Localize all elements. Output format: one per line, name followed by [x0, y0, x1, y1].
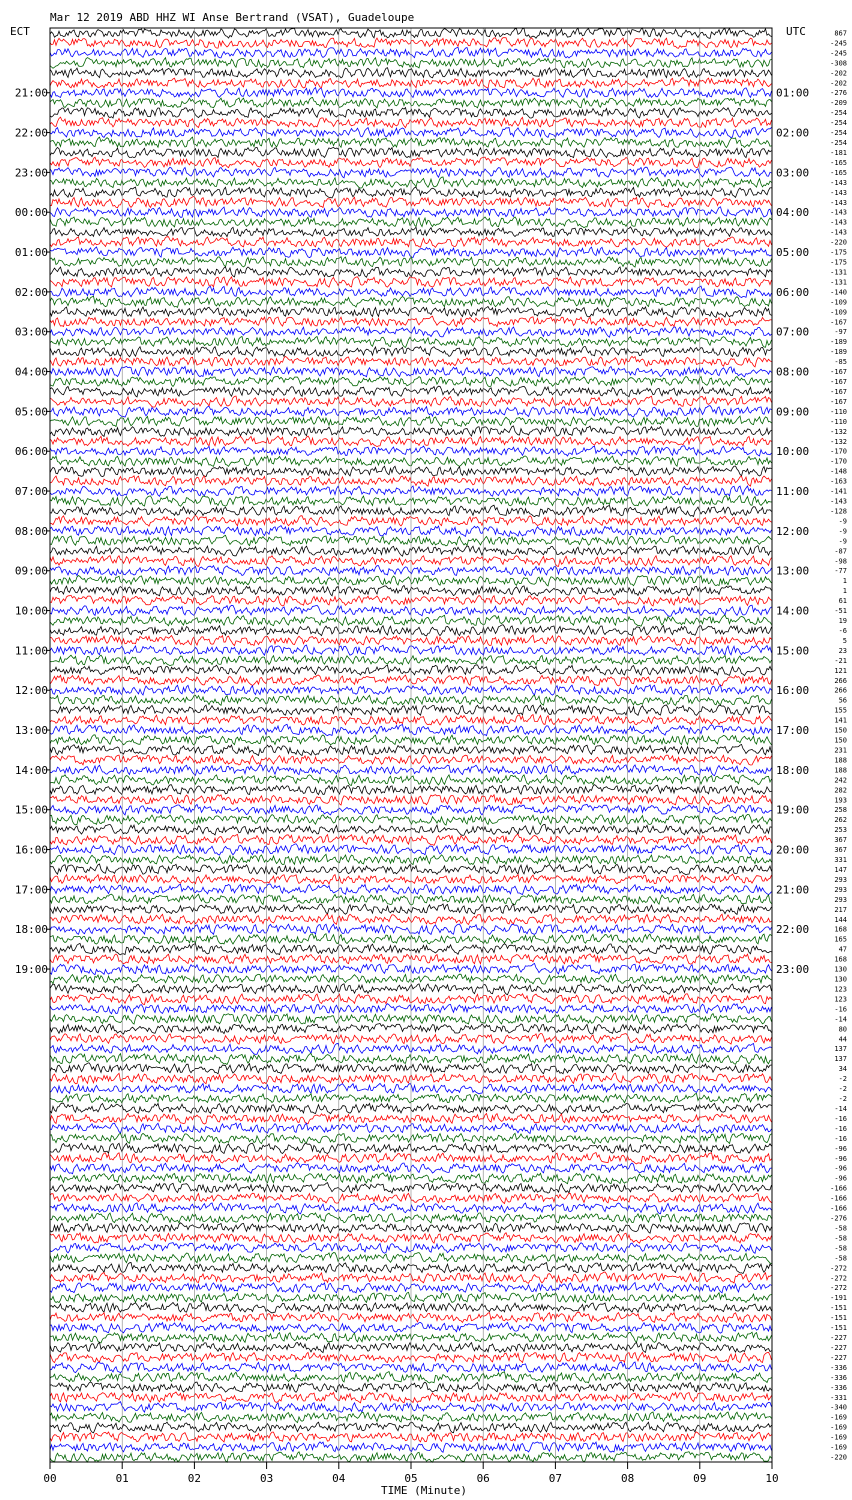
trace-offset-label: 150 [834, 736, 847, 745]
trace-offset-label: -276 [830, 1214, 847, 1223]
right-hour-label: 19:00 [776, 803, 810, 817]
trace-offset-label: -331 [830, 1393, 847, 1402]
right-hour-label: 12:00 [776, 524, 810, 538]
right-hour-label: 18:00 [776, 763, 810, 777]
trace-offset-label: 123 [834, 985, 847, 994]
trace-offset-label: -227 [830, 1343, 847, 1352]
trace-offset-label: -170 [830, 447, 847, 456]
right-hour-label: 20:00 [776, 843, 810, 857]
trace-offset-label: -276 [830, 89, 847, 98]
trace-offset-label: -336 [830, 1363, 847, 1372]
trace-offset-label: 217 [834, 905, 847, 914]
trace-offset-label: 193 [834, 796, 847, 805]
trace-offset-label: 367 [834, 836, 847, 845]
left-hour-label: 15:00 [14, 803, 48, 817]
trace-offset-label: 266 [834, 686, 847, 695]
trace-offset-label: 19 [838, 617, 847, 626]
left-hour-label: 19:00 [14, 963, 48, 977]
trace-offset-label: -227 [830, 1334, 847, 1343]
x-tick-label: 06 [476, 1472, 490, 1485]
x-tick-label: 01 [115, 1472, 129, 1485]
right-hour-label: 22:00 [776, 923, 810, 937]
trace-offset-label: -336 [830, 1383, 847, 1392]
right-hour-label: 04:00 [776, 206, 810, 220]
x-tick-label: 00 [43, 1472, 57, 1485]
trace-offset-label: 44 [838, 1035, 847, 1044]
left-hour-label: 06:00 [14, 445, 48, 459]
x-tick-label: 08 [620, 1472, 635, 1485]
trace-offset-label: 130 [834, 965, 847, 974]
trace-offset-label: -16 [834, 1114, 847, 1123]
chart-title: Mar 12 2019 ABD HHZ WI Anse Bertrand (VSAT), Guadeloupe [50, 11, 415, 24]
left-hour-label: 18:00 [14, 923, 48, 937]
trace-offset-label: 867 [834, 29, 847, 38]
trace-offset-label: 121 [834, 666, 847, 675]
trace-offset-label: -189 [830, 338, 847, 347]
x-tick-label: 10 [765, 1472, 779, 1485]
left-hour-label: 02:00 [14, 285, 48, 299]
trace-offset-label: -169 [830, 1413, 847, 1422]
trace-offset-label: -272 [830, 1274, 847, 1283]
left-hour-label: 01:00 [14, 246, 48, 260]
trace-offset-label: 1 [842, 587, 847, 596]
trace-offset-label: -143 [830, 208, 847, 217]
left-hour-label: 04:00 [14, 365, 48, 379]
trace-offset-label: -254 [830, 129, 847, 138]
trace-offset-label: -58 [834, 1244, 847, 1253]
right-hour-label: 05:00 [776, 246, 810, 260]
trace-offset-label: 5 [842, 636, 847, 645]
left-hour-label: 13:00 [14, 724, 48, 738]
trace-offset-label: -51 [834, 607, 847, 616]
trace-offset-label: -143 [830, 228, 847, 237]
left-hour-label: 16:00 [14, 843, 48, 857]
trace-offset-label: -181 [830, 148, 847, 157]
trace-offset-label: 262 [834, 816, 847, 825]
right-hour-label: 13:00 [776, 564, 810, 578]
trace-offset-label: -245 [830, 39, 847, 48]
trace-offset-label: 144 [834, 915, 847, 924]
trace-offset-label: -110 [830, 417, 847, 426]
trace-offset-label: -2 [838, 1095, 847, 1104]
x-tick-label: 07 [548, 1472, 563, 1485]
trace-offset-label: 253 [834, 826, 847, 835]
trace-offset-label: -151 [830, 1304, 847, 1313]
trace-offset-label: -167 [830, 368, 847, 377]
trace-offset-label: 56 [838, 696, 847, 705]
trace-offset-label: -2 [838, 1075, 847, 1084]
trace-offset-label: -9 [838, 537, 847, 546]
right-hour-label: 03:00 [776, 166, 810, 180]
trace-offset-label: -175 [830, 248, 847, 257]
trace-offset-label: -167 [830, 387, 847, 396]
left-hour-label: 05:00 [14, 405, 48, 419]
trace-offset-label: 188 [834, 756, 847, 765]
trace-offset-label: -170 [830, 457, 847, 466]
trace-offset-label: 137 [834, 1045, 847, 1054]
right-hour-label: 23:00 [776, 963, 810, 977]
trace-offset-label: 23 [838, 646, 847, 655]
left-hour-label: 22:00 [14, 126, 48, 140]
trace-offset-label: -132 [830, 427, 847, 436]
trace-offset-label: -167 [830, 397, 847, 406]
trace-offset-label: -165 [830, 158, 847, 167]
trace-offset-label: -189 [830, 348, 847, 357]
trace-offset-label: -151 [830, 1324, 847, 1333]
left-hour-label: 00:00 [14, 206, 48, 220]
right-timezone-label: UTC [786, 25, 806, 38]
trace-offset-label: 266 [834, 676, 847, 685]
right-hour-label: 10:00 [776, 445, 810, 459]
right-hour-label: 09:00 [776, 405, 810, 419]
left-hour-label: 08:00 [14, 524, 48, 538]
trace-offset-label: -6 [838, 626, 847, 635]
trace-offset-label: -220 [830, 238, 847, 247]
trace-offset-label: -220 [830, 1453, 847, 1462]
trace-offset-label: -272 [830, 1284, 847, 1293]
trace-offset-label: -97 [834, 328, 847, 337]
trace-offset-label: -58 [834, 1254, 847, 1263]
trace-offset-label: -167 [830, 378, 847, 387]
right-hour-label: 07:00 [776, 325, 810, 339]
trace-offset-label: -169 [830, 1443, 847, 1452]
trace-offset-label: -110 [830, 407, 847, 416]
trace-offset-label: -58 [834, 1224, 847, 1233]
trace-offset-label: -227 [830, 1353, 847, 1362]
x-tick-label: 03 [259, 1472, 274, 1485]
right-hour-label: 16:00 [776, 684, 810, 698]
trace-offset-label: -131 [830, 278, 847, 287]
trace-offset-label: 293 [834, 885, 847, 894]
trace-offset-label: -96 [834, 1144, 847, 1153]
trace-offset-label: 137 [834, 1055, 847, 1064]
trace-offset-label: 130 [834, 975, 847, 984]
trace-offset-label: 141 [834, 716, 847, 725]
trace-offset-label: -14 [834, 1104, 847, 1113]
trace-offset-label: 168 [834, 925, 847, 934]
left-hour-label: 09:00 [14, 564, 48, 578]
trace-offset-label: -308 [830, 59, 847, 68]
trace-offset-label: -169 [830, 1423, 847, 1432]
trace-offset-label: 150 [834, 726, 847, 735]
trace-offset-label: -128 [830, 507, 847, 516]
x-tick-label: 02 [187, 1472, 202, 1485]
trace-offset-label: -175 [830, 258, 847, 267]
trace-offset-label: -109 [830, 298, 847, 307]
left-hour-label: 10:00 [14, 604, 48, 618]
trace-offset-label: 282 [834, 786, 847, 795]
trace-offset-label: -254 [830, 109, 847, 118]
trace-offset-label: -169 [830, 1433, 847, 1442]
trace-offset-label: -245 [830, 49, 847, 58]
trace-offset-label: 188 [834, 766, 847, 775]
trace-offset-label: 231 [834, 746, 847, 755]
right-hour-label: 08:00 [776, 365, 810, 379]
trace-offset-label: -340 [830, 1403, 847, 1412]
right-hour-label: 06:00 [776, 285, 810, 299]
trace-offset-label: -166 [830, 1204, 847, 1213]
trace-offset-label: -165 [830, 168, 847, 177]
trace-offset-label: -202 [830, 79, 847, 88]
trace-offset-label: -163 [830, 477, 847, 486]
trace-offset-label: -336 [830, 1373, 847, 1382]
trace-offset-label: -131 [830, 268, 847, 277]
trace-offset-label: 293 [834, 875, 847, 884]
trace-offset-label: -140 [830, 288, 847, 297]
trace-offset-label: 1 [842, 577, 847, 586]
trace-offset-label: -85 [834, 358, 847, 367]
left-hour-label: 12:00 [14, 684, 48, 698]
trace-offset-label: 168 [834, 955, 847, 964]
left-hour-label: 17:00 [14, 883, 48, 897]
trace-offset-label: 47 [838, 945, 847, 954]
trace-offset-label: -58 [834, 1234, 847, 1243]
trace-offset-label: -87 [834, 547, 847, 556]
trace-offset-label: -16 [834, 1005, 847, 1014]
trace-offset-label: -272 [830, 1264, 847, 1273]
trace-offset-label: -254 [830, 119, 847, 128]
left-hour-label: 21:00 [14, 86, 48, 100]
trace-offset-label: 80 [838, 1025, 847, 1034]
trace-offset-label: -96 [834, 1164, 847, 1173]
trace-offset-label: -132 [830, 437, 847, 446]
trace-offset-label: -143 [830, 178, 847, 187]
trace-offset-label: -191 [830, 1294, 847, 1303]
trace-offset-label: -209 [830, 99, 847, 108]
trace-offset-label: -143 [830, 188, 847, 197]
trace-offset-label: 258 [834, 806, 847, 815]
right-hour-label: 14:00 [776, 604, 810, 618]
trace-offset-label: -202 [830, 69, 847, 78]
trace-offset-label: -21 [834, 656, 847, 665]
x-axis-title: TIME (Minute) [380, 1484, 468, 1497]
trace-offset-label: -9 [838, 517, 847, 526]
trace-offset-label: 123 [834, 995, 847, 1004]
trace-offset-label: -143 [830, 198, 847, 207]
trace-offset-label: -166 [830, 1194, 847, 1203]
left-hour-label: 07:00 [14, 485, 48, 499]
x-tick-label: 05 [404, 1472, 418, 1485]
trace-offset-label: -166 [830, 1184, 847, 1193]
trace-offset-label: -98 [834, 557, 847, 566]
left-timezone-label: ECT [10, 25, 30, 38]
right-hour-label: 02:00 [776, 126, 810, 140]
trace-offset-label: 147 [834, 865, 847, 874]
trace-offset-label: 155 [834, 706, 847, 715]
trace-offset-label: -254 [830, 139, 847, 148]
trace-offset-label: 331 [834, 856, 847, 865]
trace-offset-label: -151 [830, 1314, 847, 1323]
trace-offset-label: -109 [830, 308, 847, 317]
trace-offset-label: 242 [834, 776, 847, 785]
trace-offset-label: -96 [834, 1174, 847, 1183]
right-hour-label: 01:00 [776, 86, 810, 100]
trace-offset-label: -143 [830, 218, 847, 227]
trace-offset-label: -16 [834, 1124, 847, 1133]
right-hour-label: 17:00 [776, 724, 810, 738]
left-hour-label: 23:00 [14, 166, 48, 180]
right-hour-label: 21:00 [776, 883, 810, 897]
trace-offset-label: -96 [834, 1154, 847, 1163]
trace-offset-label: -16 [834, 1134, 847, 1143]
left-hour-label: 11:00 [14, 644, 48, 658]
trace-offset-label: 165 [834, 935, 847, 944]
trace-offset-label: 367 [834, 846, 847, 855]
trace-offset-label: -143 [830, 497, 847, 506]
trace-offset-label: -77 [834, 567, 847, 576]
left-hour-label: 14:00 [14, 763, 48, 777]
x-tick-label: 09 [693, 1472, 707, 1485]
x-tick-label: 04 [332, 1472, 346, 1485]
left-hour-label: 03:00 [14, 325, 48, 339]
trace-offset-label: -14 [834, 1015, 847, 1024]
right-hour-label: 15:00 [776, 644, 810, 658]
trace-offset-label: -148 [830, 467, 847, 476]
right-hour-label: 11:00 [776, 485, 810, 499]
trace-offset-label: -9 [838, 527, 847, 536]
trace-offset-label: 293 [834, 895, 847, 904]
trace-offset-label: -141 [830, 487, 847, 496]
trace-offset-label: 61 [838, 597, 847, 606]
trace-offset-label: -167 [830, 318, 847, 327]
trace-offset-label: -2 [838, 1085, 847, 1094]
trace-offset-label: 34 [838, 1065, 847, 1074]
